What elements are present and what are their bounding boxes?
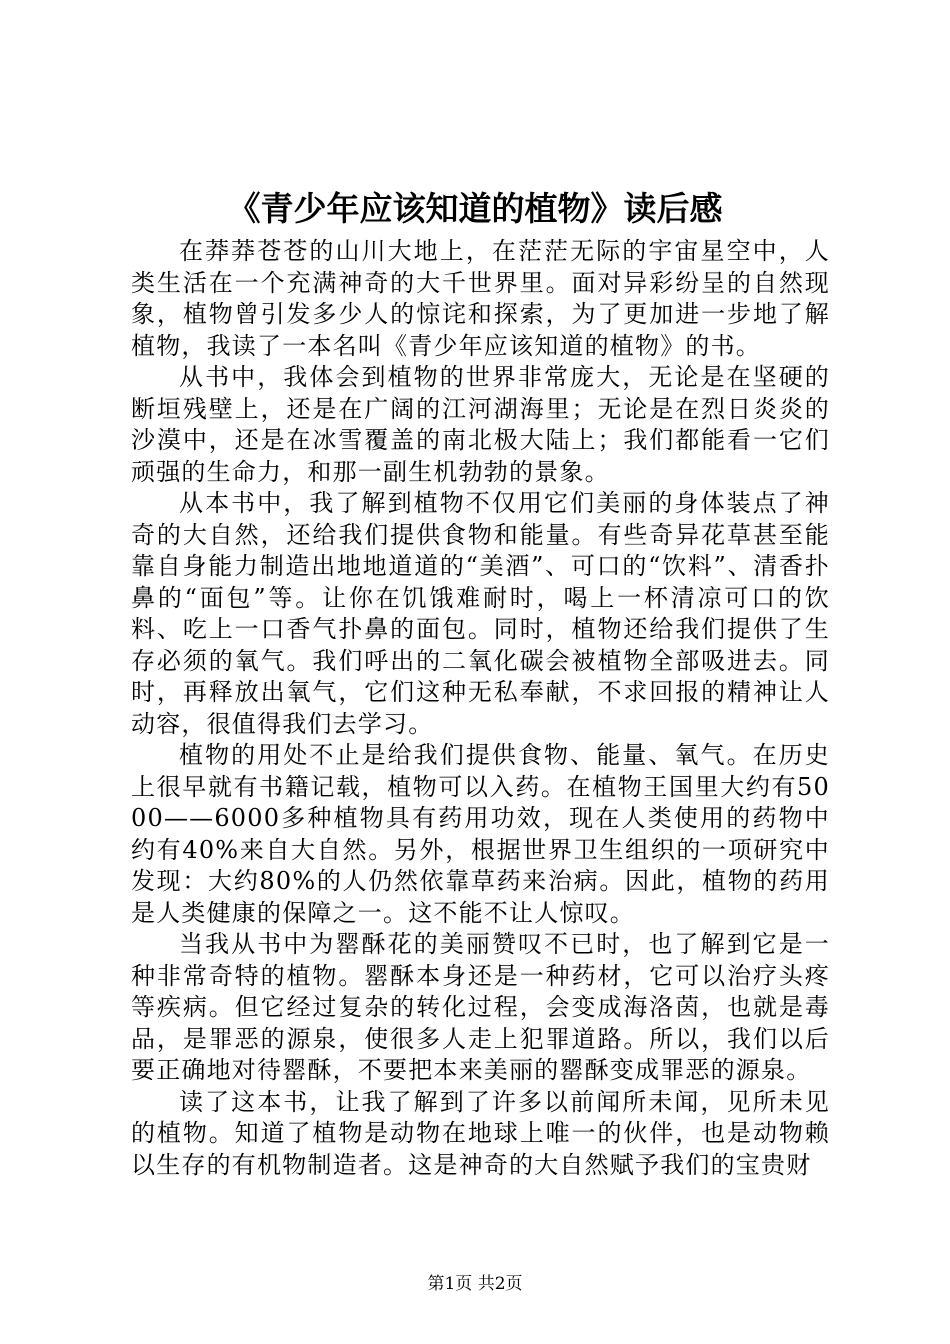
document-title: 《青少年应该知道的植物》读后感 xyxy=(227,189,723,228)
paragraph-2: 从书中，我体会到植物的世界非常庞大，无论是在坚硬的断垣残壁上，还是在广阔的江河湖海里；无论是在烈日炎炎的沙漠中，还是在冰雪覆盖的南北极大陆上；我们都能看一它们顽强的生命力，和那一副生机勃勃的景象。 xyxy=(131,363,830,486)
paragraph-4: 植物的用处不止是给我们提供食物、能量、氧气。在历史上很早就有书籍记载，植物可以入药。在植物王国里大约有5000——6000多种植物具有药用功效，现在人类使用的药物中约有40%来自大自然。另外，根据世界卫生组织的一项研究中发现：大约80%的人仍然依靠草药来治病。因此，植物的药用是人类健康的保障之一。这不能不让人惊叹。 xyxy=(131,741,830,927)
paragraph-6: 读了这本书，让我了解到了许多以前闻所未闻，见所未见的植物。知道了植物是动物在地球上唯一的伙伴，也是动物赖以生存的有机物制造者。这是神奇的大自然赋予我们的宝贵财 xyxy=(131,1087,830,1179)
paragraph-3: 从本书中，我了解到植物不仅用它们美丽的身体装点了神奇的大自然，还给我们提供食物和能量。有些奇异花草甚至能靠自身能力制造出地地道道的“美酒”、可口的“饮料”、清香扑鼻的“面包”等。让你在饥饿难耐时，喝上一杯清凉可口的饮料、吃上一口香气扑鼻的面包。同时，植物还给我们提供了生存必须的氧气。我们呼出的二氧化碳会被植物全部吸进去。同时，再释放出氧气，它们这种无私奉献，不求回报的精神让人动容，很值得我们去学习。 xyxy=(131,489,830,738)
paragraph-1: 在莽莽苍苍的山川大地上，在茫茫无际的宇宙星空中，人类生活在一个充满神奇的大千世界里。面对异彩纷呈的自然现象，植物曾引发多少人的惊诧和探索，为了更加进一步地了解植物，我读了一本名叫《青少年应该知道的植物》的书。 xyxy=(131,237,830,360)
paragraph-5: 当我从书中为罂酥花的美丽赞叹不已时，也了解到它是一种非常奇特的植物。罂酥本身还是一种药材，它可以治疗头疼等疾病。但它经过复杂的转化过程，会变成海洛茵，也就是毒品，是罪恶的源泉，使很多人走上犯罪道路。所以，我们以后要正确地对待罂酥，不要把本来美丽的罂酥变成罪恶的源泉。 xyxy=(131,930,830,1084)
document-body xyxy=(131,236,830,1181)
page-footer: 第1页 共2页 xyxy=(427,1274,523,1294)
